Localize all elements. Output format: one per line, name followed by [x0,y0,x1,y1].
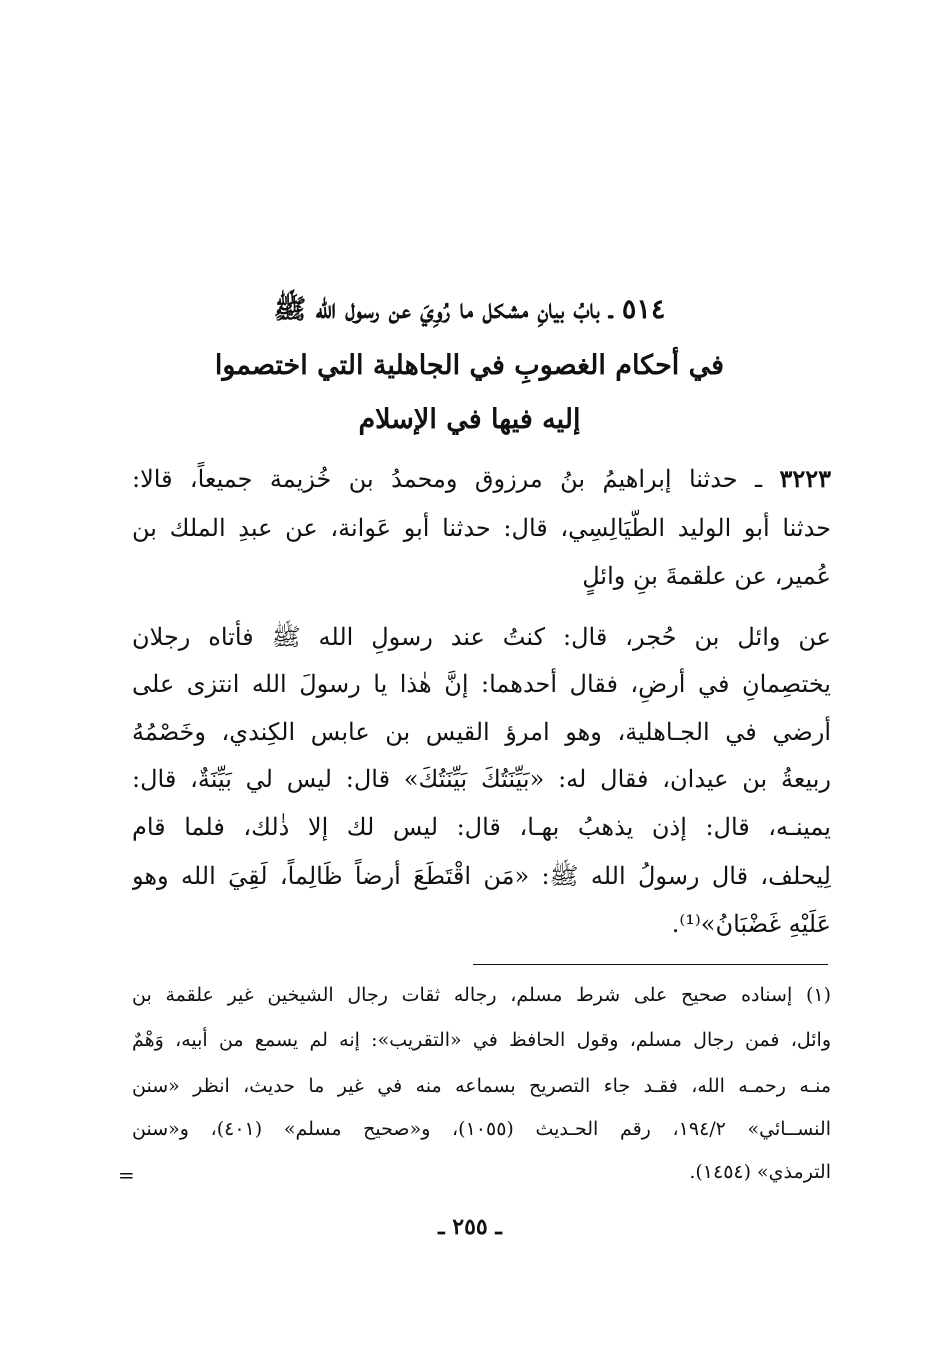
footnote-continuation-mark: = [118,1163,135,1187]
footnote-line-5: الترمذي» (١٤٥٤). [689,1161,831,1183]
matn-line-7: عَلَيْهِ غَضْبَانُ»⁽¹⁾. [671,910,831,938]
chapter-heading-line-1: ٥١٤ ـ بابُ بيانِ مشكل ما رُوِيَ عن رسول الله ﷺ [273,294,666,325]
isnad-line-1 [132,460,831,498]
matn-line-3: أرضي في الجـاهلية، وهو امرؤ القيس بن عابس الكِندي، وخَصْمُهُ [132,718,831,746]
matn-line-2: يختصِمانِ في أرضٍ، فقال أحدهما: إنَّ هٰذا يا رسولَ الله انتزى على [132,670,831,698]
page-number: ـ ٢٥٥ ـ [438,1214,502,1240]
isnad-line-2: حدثنا أبو الوليد الطَّيَالِسِي، قال: حدثنا أبو عَوانة، عن عبدِ الملك بن [132,514,831,542]
chapter-heading-line-3: إليه فيها في الإسلام [358,404,581,435]
isnad-line-3: عُمير، عن علقمةَ بنِ وائلٍ [582,562,831,590]
matn-line-6: لِيحلف، قال رسولُ الله ﷺ: «مَن اقْتَطَعَ أرضاً ظَالِماً، لَقِيَ الله وهو [132,862,831,890]
footnote-line-1: (١) إسناده صحيح على شرط مسلم، رجاله ثقات رجال الشيخين غير علقمة بن [132,984,831,1006]
matn-line-5: يمينـه، قال: إذن يذهبُ بهـا، قال: ليس لك إلا ذٰلك، فلما قام [132,813,831,841]
matn-line-4: ربيعةُ بن عيدان، فقال له: «بَيِّنَتُكَ بَيِّنَتُكَ» قال: ليس لي بَيِّنَةٌ، قال: [132,765,831,793]
footnote-separator [473,964,828,965]
matn-line-1: عن وائل بن حُجر، قال: كنتُ عند رسولِ الله ﷺ فأتاه رجلان [132,623,831,651]
footnote-line-2: وائل، فمن رجال مسلم، وقول الحافظ في «التقريب»: إنه لم يسمع من أبيه، وَهْمٌ [132,1029,831,1051]
footnote-line-3: منـه رحمـه الله، فقـد جاء التصريح بسماعه منه في غير ما حديث، انظر «سنن [132,1075,831,1097]
hadith-number: ٣٢٢٣ [779,464,831,493]
chapter-heading-line-2: في أحكام الغصوبِ في الجاهلية التي اختصموا [214,350,725,381]
footnote-line-4: النســائي» ١٩٤/٢، رقم الحـديث (١٠٥٥)، و«صحيح مسلم» (٤٠١)، و«سنن [132,1118,831,1140]
isnad-line-1-text: ـ حدثنا إبراهيمُ بنُ مرزوق ومحمدُ بن خُزيمة جميعاً، قالا: [132,465,763,493]
